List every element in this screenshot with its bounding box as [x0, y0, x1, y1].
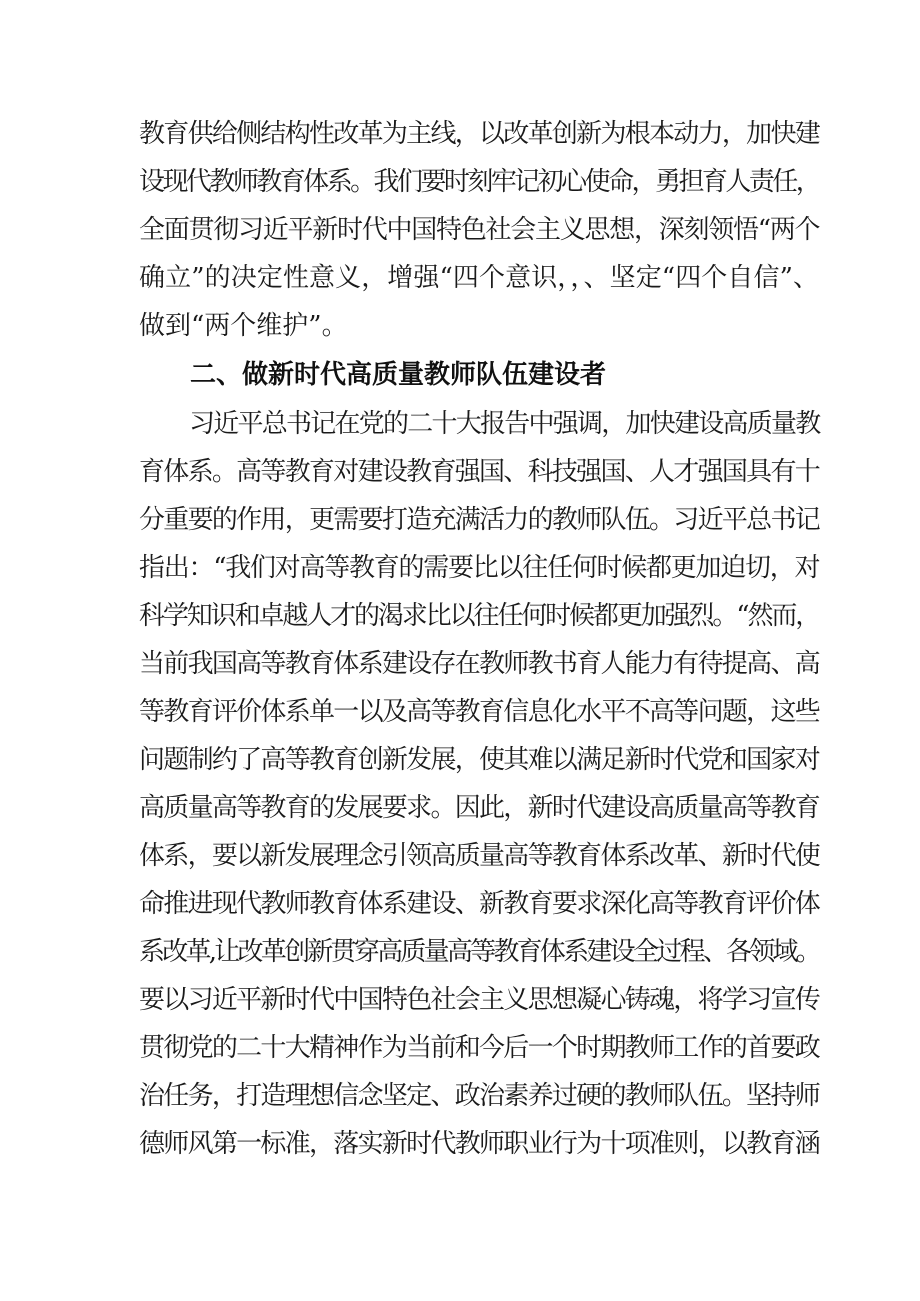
paragraph-line: 做到“两个维护”。: [139, 311, 348, 341]
paragraph-line: 确立”的决定性意义，增强“四个意识，，、坚定“四个自信”、: [139, 263, 819, 293]
paragraph-line: 德师风第一标准，落实新时代教师职业行为十项准则，以教育涵: [139, 1129, 819, 1159]
paragraph-line: 育体系。高等教育对建设教育强国、科技强国、人才强国具有十: [139, 457, 819, 487]
section-heading: 二、做新时代高质量教师队伍建设者: [190, 360, 607, 390]
paragraph-line: 高质量高等教育的发展要求。因此，新时代建设高质量高等教育: [139, 793, 819, 823]
paragraph-line: 习近平总书记在党的二十大报告中强调，加快建设高质量教: [189, 409, 820, 439]
paragraph-line: 命推进现代教师教育体系建设、新教育要求深化高等教育评价体: [139, 889, 819, 919]
paragraph-line: 体系，要以新发展理念引领高质量高等教育体系改革、新时代使: [139, 841, 819, 871]
paragraph-line: 分重要的作用，更需要打造充满活力的教师队伍。习近平总书记: [139, 505, 819, 535]
paragraph-line: 当前我国高等教育体系建设存在教师教书育人能力有待提高、高: [139, 649, 819, 679]
paragraph-line: 全面贯彻习近平新时代中国特色社会主义思想，深刻领悟“两个: [139, 215, 820, 245]
paragraph-line: 贯彻党的二十大精神作为当前和今后一个时期教师工作的首要政: [139, 1033, 819, 1063]
paragraph-line: 科学知识和卓越人才的渴求比以往任何时候都更加强烈。“然而，: [139, 601, 819, 631]
paragraph-line: 等教育评价体系单一以及高等教育信息化水平不高等问题，这些: [139, 697, 819, 727]
paragraph-line: 问题制约了高等教育创新发展，使其难以满足新时代党和国家对: [139, 745, 819, 775]
paragraph-line: 要以习近平新时代中国特色社会主义思想凝心铸魂，将学习宣传: [139, 985, 819, 1015]
paragraph-line: 治任务，打造理想信念坚定、政治素养过硬的教师队伍。坚持师: [139, 1081, 819, 1111]
paragraph-line: 系改革,让改革创新贯穿高质量高等教育体系建设全过程、各领域。: [139, 937, 819, 967]
paragraph-line: 设现代教师教育体系。我们要时刻牢记初心使命，勇担育人责任，: [139, 167, 819, 197]
paragraph-line: 指出：“我们对高等教育的需要比以往任何时候都更加迫切，对: [139, 553, 820, 583]
paragraph-line: 教育供给侧结构性改革为主线，以改革创新为根本动力，加快建: [139, 119, 819, 149]
